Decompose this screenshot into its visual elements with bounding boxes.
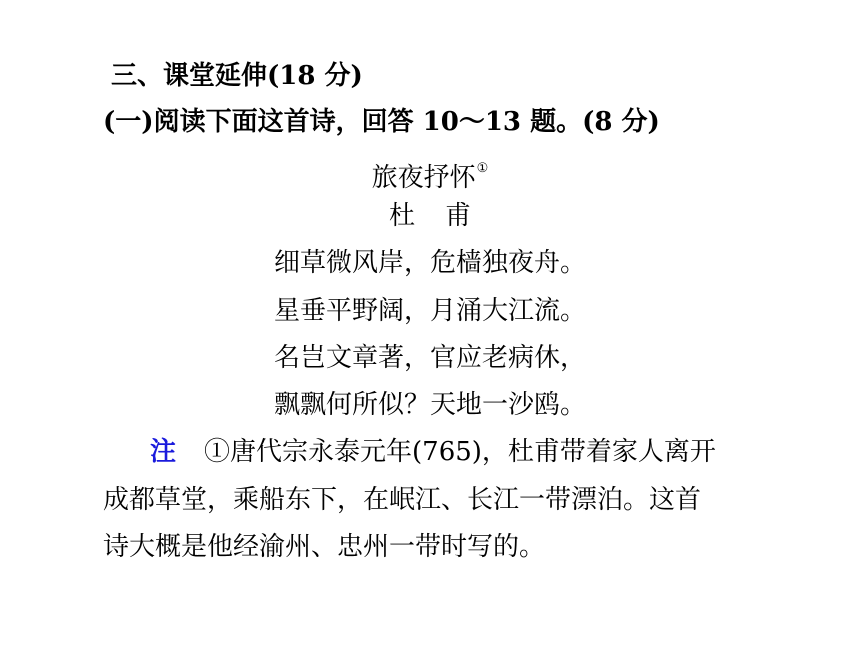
poem-line: 名岂文章著，官应老病休， (273, 343, 586, 373)
question-instruction: (一)阅读下面这首诗，回答 10～13 题。(8 分) (103, 107, 660, 137)
note-label: 注 (150, 437, 177, 467)
footnote-marker: ① (476, 161, 489, 176)
poem-line: 细草微风岸，危樯独夜舟。 (273, 248, 586, 278)
poem-author: 杜甫 (388, 201, 501, 231)
poem-title-text: 旅夜抒怀 (371, 163, 476, 193)
poem-line: 飘飘何所似？天地一沙鸥。 (273, 390, 586, 420)
note-line (150, 436, 716, 468)
poem-title (0, 153, 860, 194)
note-line: 诗大概是他经渝州、忠州一带时写的。 (103, 532, 546, 562)
note-line: 成都草堂，乘船东下，在岷江、长江一带漂泊。这首 (103, 485, 702, 515)
poem-line: 星垂平野阔，月涌大江流。 (273, 296, 586, 326)
section-heading: 三、课堂延伸(18 分) (111, 61, 363, 91)
note-text: ①唐代宗永泰元年(765)，杜甫带着家人离开 (204, 437, 716, 467)
